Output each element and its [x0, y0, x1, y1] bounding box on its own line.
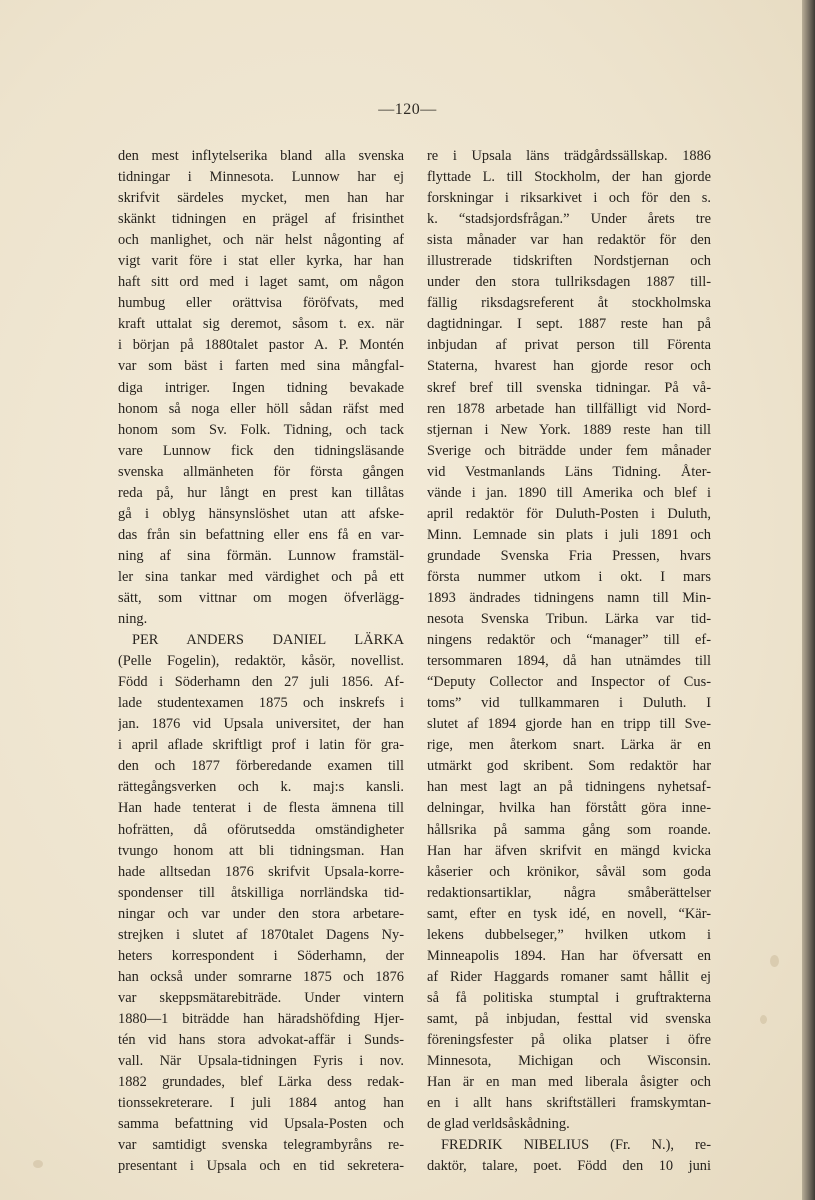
paper-stain — [760, 1015, 767, 1024]
text-line: “Deputy Collector and Inspector of Cus- — [427, 674, 711, 691]
text-line: flyttade L. till Stockholm, der han gjorde — [427, 169, 711, 186]
text-line: de glad verldsåskådning. — [427, 1116, 570, 1133]
text-line: var samtidigt svenska telegrambyråns re- — [118, 1137, 404, 1154]
text-line: sista månader var han redaktör för den — [427, 232, 711, 249]
text-line: och manlighet, och när helst någonting af — [118, 232, 404, 249]
text-line: föreningsfester på olika platser i öfre — [427, 1031, 711, 1048]
text-line: af Rider Haggards romaner samt hållit ej — [427, 968, 711, 985]
text-line: forskningar i riksarkivet i och för den s. — [427, 190, 711, 207]
text-line: vid Vestmanlands Läns Tidning. Åter- — [427, 463, 711, 480]
text-line: vare Lunnow fick den tidningsläsande — [118, 442, 404, 459]
text-line: grundade Svenska Fria Pressen, hvars — [427, 547, 711, 564]
text-line: Han är en man med liberala åsigter och — [427, 1074, 711, 1091]
text-line: daktör, talare, poet. Född den 10 juni — [427, 1158, 711, 1175]
text-line: utmärkt god skribent. Som redaktör har — [427, 758, 711, 775]
text-line: delningar, hvilka han förstått göra inne- — [427, 800, 711, 817]
text-line: hofrätten, då oförutsedda omständigheter — [118, 821, 404, 838]
text-line: rättegångsverken och k. maj:s kansli. — [118, 779, 404, 796]
text-line: ningens redaktör och “manager” till ef- — [427, 632, 711, 649]
text-line: Han har äfven skrifvit en mängd kvicka — [427, 842, 711, 859]
text-line: vigt varit före i stat eller kyrka, har han — [118, 253, 404, 270]
paper-stain — [33, 1160, 43, 1168]
text-line: honom som Sv. Folk. Tidning, och tack — [118, 421, 404, 438]
text-line: tén vid hans stora advokat-affär i Sunds- — [118, 1031, 404, 1048]
text-line: ren 1878 arbetade han tillfälligt vid Nord- — [427, 400, 711, 417]
text-line: k. “stadsjordsfrågan.” Under årets tre — [427, 211, 711, 228]
text-line: Minnesota, Michigan och Wisconsin. — [427, 1053, 711, 1070]
paper-stain — [770, 955, 779, 967]
text-line: (Pelle Fogelin), redaktör, kåsör, novellist. — [118, 653, 404, 670]
text-line: heters korrespondent i Söderhamn, der — [118, 947, 404, 964]
text-line: tvungo honom att bli tidningsman. Han — [118, 842, 404, 859]
text-line: april redaktör för Duluth-Posten i Duluth, — [427, 505, 711, 522]
text-line: FREDRIK NIBELIUS (Fr. N.), re- — [441, 1137, 711, 1154]
text-line: fällig riksdagsreferent åt stockholmska — [427, 295, 711, 312]
text-line: under den stora tullriksdagen 1887 till- — [427, 274, 711, 291]
text-line: Minn. Lemnade sin plats i juli 1891 och — [427, 526, 711, 543]
text-line: 1880—1 biträdde han häradshöfding Hjer- — [118, 1010, 404, 1027]
text-line: han mest lagt an på tidningens nyhetsaf- — [427, 779, 711, 796]
text-line: samt, på inbjudan, festtal vid svenska — [427, 1010, 711, 1027]
text-line: samt, efter en tysk idé, en novell, “Kär- — [427, 905, 711, 922]
text-line: diga intriger. Ingen tidning bevakade — [118, 379, 404, 396]
text-line: das från sin befattning eller ens få en var- — [118, 526, 404, 543]
text-line: inbjudan af privat person till Förenta — [427, 337, 711, 354]
text-line: en i allt hans skriftställeri framskymtan- — [427, 1095, 711, 1112]
text-line: redaktionsartiklar, några småberättelser — [427, 884, 711, 901]
text-line: reda på, hur långt en prest kan tillåtas — [118, 484, 404, 501]
text-line: PER ANDERS DANIEL LÄRKA — [132, 632, 404, 649]
text-line: ning af sina förmän. Lunnow framstäl- — [118, 547, 404, 564]
left-text-column — [118, 146, 404, 1177]
text-line: var som bäst i farten med sina mångfal- — [118, 358, 404, 375]
text-line: han också under somrarne 1875 och 1876 — [118, 968, 404, 985]
text-line: den och 1877 förberedande examen till — [118, 758, 404, 775]
text-line: sätt, som vittnar om mogen öfverlägg- — [118, 589, 404, 606]
text-line: skrifvit särdeles mycket, men han har — [118, 190, 404, 207]
text-line: 1882 grundades, blef Lärka dess redak- — [118, 1074, 404, 1091]
text-line: kraft uttalat sig deremot, såsom t. ex. när — [118, 316, 404, 333]
text-line: första nummer utkom i okt. I mars — [427, 568, 711, 585]
text-line: toms” vid tullkammaren i Duluth. I — [427, 695, 711, 712]
text-line: kåserier och krönikor, såväl som goda — [427, 863, 711, 880]
text-line: lade studentexamen 1875 och inskrefs i — [118, 695, 404, 712]
text-line: honom så noga eller höll sådan räfst med — [118, 400, 404, 417]
text-line: stjernan i New York. 1889 reste han till — [427, 421, 711, 438]
text-line: re i Upsala läns trädgårdssällskap. 1886 — [427, 148, 711, 164]
text-line: hållsrika på samma gång som roande. — [427, 821, 711, 838]
book-binding-edge — [802, 0, 815, 1200]
text-line: dagtidningar. I sept. 1887 reste han på — [427, 316, 711, 333]
page-number: —120— — [378, 101, 437, 118]
text-line: den mest inflytelserika bland alla svenska — [118, 148, 404, 164]
text-line: skänkt tidningen en prägel af frisinthet — [118, 211, 404, 228]
text-line: tionssekreterare. I juli 1884 antog han — [118, 1095, 404, 1112]
text-line: nesota Svenska Tribun. Lärka var tid- — [427, 611, 711, 628]
text-line: 1893 ändrades tidningens namn till Min- — [427, 589, 711, 606]
text-line: i början på 1880talet pastor A. P. Montén — [118, 337, 404, 354]
text-line: Han hade tenterat i de flesta ämnena till — [118, 800, 404, 817]
text-line: hade alltsedan 1876 skrifvit Upsala-korre- — [118, 863, 404, 880]
text-line: strejken i slutet af 1870talet Dagens Ny- — [118, 926, 404, 943]
text-line: ler sina tankar med värdighet och på ett — [118, 568, 404, 585]
text-line: tidningar i Minnesota. Lunnow har ej — [118, 169, 404, 186]
text-line: lekens dubbelseger,” hvilken utkom i — [427, 926, 711, 943]
right-text-column — [427, 146, 711, 1177]
text-line: spondenser till åtskilliga norrländska tid- — [118, 884, 404, 901]
text-line: illustrerade tidskriften Nordstjernan och — [427, 253, 711, 270]
text-line: jan. 1876 vid Upsala universitet, der han — [118, 716, 404, 733]
text-line: rige, men återkom snart. Lärka är en — [427, 737, 711, 754]
text-line: slutet af 1894 gjorde han en tripp till Sve- — [427, 716, 711, 733]
text-line: så få politiska stumptal i gruftrakterna — [427, 989, 711, 1006]
text-line: gå i oblyg hänsynslöshet utan att afske- — [118, 505, 404, 522]
text-line: Minneapolis 1894. Han har öfversatt en — [427, 947, 711, 964]
text-line: Staterna, hvarest han gjorde resor och — [427, 358, 711, 375]
text-line: presentant i Upsala och en tid sekretera- — [118, 1158, 404, 1175]
text-line: ning. — [118, 611, 148, 628]
text-line: Sverige och biträdde under fem månader — [427, 442, 711, 459]
text-line: ningar och var under den stora arbetare- — [118, 905, 404, 922]
text-line: var skeppsmätarebiträde. Under vintern — [118, 989, 404, 1006]
text-line: skref bref till svenska tidningar. På vå- — [427, 379, 711, 396]
text-line: tersommaren 1894, då han utnämdes till — [427, 653, 711, 670]
text-line: haft sitt ord med i laget samt, om någon — [118, 274, 404, 291]
text-line: vall. När Upsala-tidningen Fyris i nov. — [118, 1053, 404, 1070]
text-line: samma befattning vid Upsala-Posten och — [118, 1116, 404, 1133]
text-line: i april aflade skriftligt prof i latin för gra- — [118, 737, 404, 754]
text-line: svenska allmänheten för första gången — [118, 463, 404, 480]
text-line: humbug eller orättvisa föröfvats, med — [118, 295, 404, 312]
text-line: vände i jan. 1890 till Amerika och blef i — [427, 484, 711, 501]
text-line: Född i Söderhamn den 27 juli 1856. Af- — [118, 674, 404, 691]
